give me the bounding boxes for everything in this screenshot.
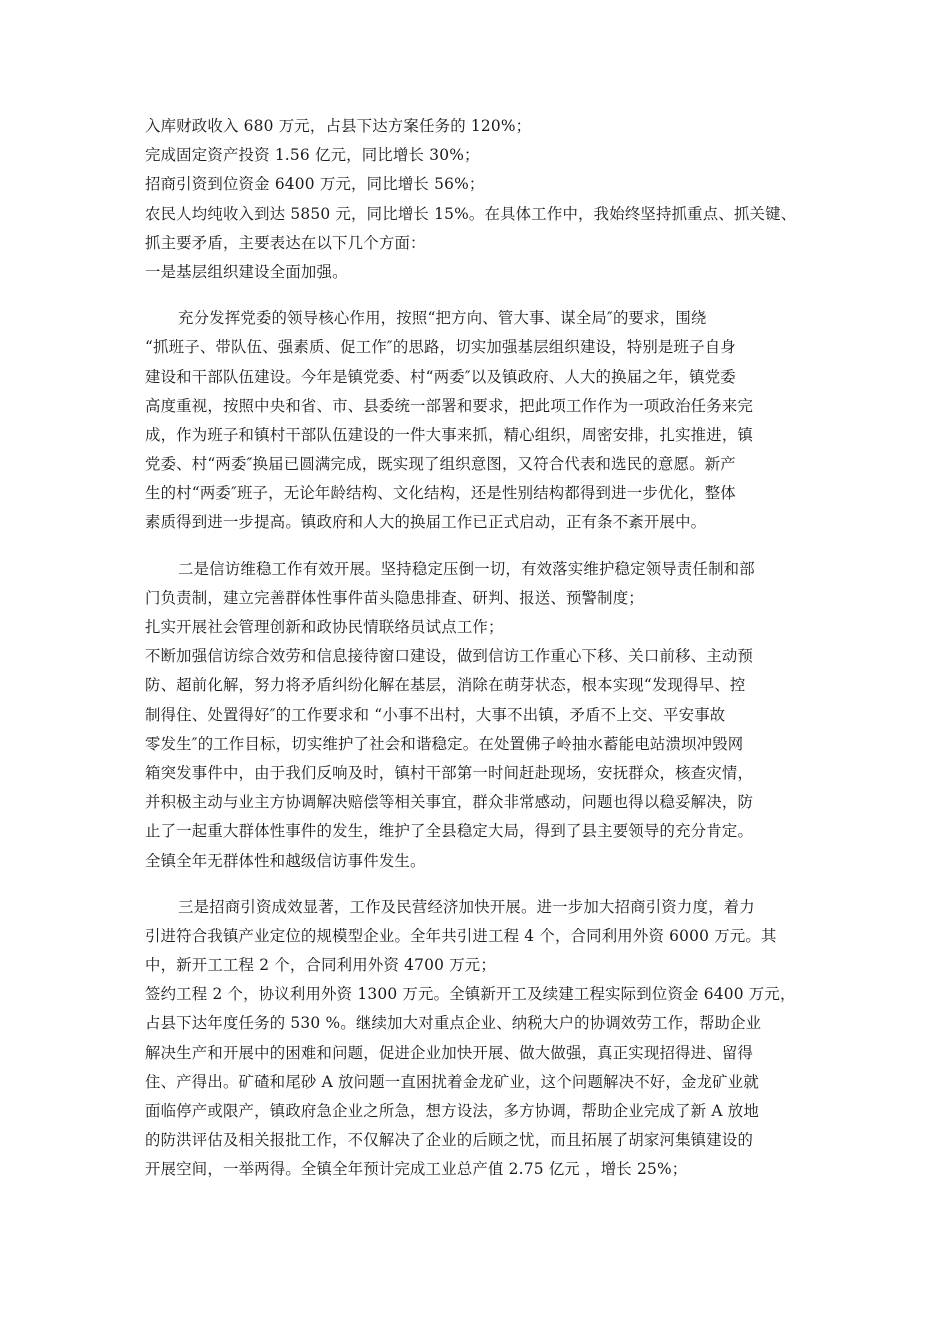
text-line: 防、超前化解，努力将矛盾纠纷化解在基层，消除在萌芽状态，根本实现“发现得早、控: [145, 676, 746, 695]
text-line: 高度重视，按照中央和省、市、县委统一部署和要求，把此项工作作为一项政治任务来完: [145, 396, 754, 415]
text-line: 引进符合我镇产业定位的规模型企业。全年共引进工程 4 个，合同利用外资 6000 万元。其: [145, 926, 777, 945]
text-line: 成，作为班子和镇村干部队伍建设的一件大事来抓，精心组织，周密安排，扎实推进，镇: [145, 425, 754, 444]
text-line: 零发生″的工作目标，切实维护了社会和谐稳定。在处置佛子岭抽水蓄能电站溃坝冲毁网: [145, 734, 744, 753]
text-line: 党委、村“两委″换届已圆满完成，既实现了组织意图，又符合代表和选民的意愿。新产: [145, 455, 736, 474]
text-line: 并积极主动与业主方协调解决赔偿等相关事宜，群众非常感动，问题也得以稳妥解决，防: [145, 793, 754, 812]
paragraph-first-line: 三是招商引资成效显著，工作及民营经济加快开展。进一步加大招商引资力度，着力: [178, 897, 755, 916]
text-line: 门负责制，建立完善群体性事件苗头隐患排查、研判、报送、预警制度；: [145, 588, 644, 607]
text-line: 完成固定资产投资 1.56 亿元，同比增长 30%；: [145, 146, 480, 165]
text-line: 制得住、处置得好″的工作要求和 “小事不出村，大事不出镇，矛盾不上交、平安事故: [145, 705, 726, 724]
text-line: 生的村“两委″班子，无论年龄结构、文化结构，还是性别结构都得到进一步优化，整体: [145, 484, 736, 503]
text-line: 签约工程 2 个，协议利用外资 1300 万元。全镇新开工及续建工程实际到位资金 6400 万元，: [145, 985, 796, 1004]
text-line: 入库财政收入 680 万元，占县下达方案任务的 120%；: [145, 117, 532, 135]
text-line: 止了一起重大群体性事件的发生，维护了全县稳定大局，得到了县主要领导的充分肯定。: [145, 822, 754, 841]
text-line: 箱突发事件中，由于我们反响及时，镇村干部第一时间赶赴现场，安抚群众，核查灾情，: [145, 763, 754, 782]
text-line: 全镇全年无群体性和越级信访事件发生。: [145, 851, 426, 870]
paragraph-first-line: 二是信访维稳工作有效开展。坚持稳定压倒一切，有效落实维护稳定领导责任制和部: [178, 559, 755, 578]
text-line: 中，新开工工程 2 个，合同利用外资 4700 万元；: [145, 956, 496, 975]
text-line: “抓班子、带队伍、强素质、促工作″的思路，切实加强基层组织建设，特别是班子自身: [145, 338, 736, 357]
text-line: 解决生产和开展中的困难和问题，促进企业加快开展、做大做强，真正实现招得进、留得: [145, 1043, 754, 1062]
text-line: 招商引资到位资金 6400 万元，同比增长 56%；: [145, 175, 485, 194]
document-body: [145, 112, 815, 1185]
text-line: 建设和干部队伍建设。今年是镇党委、村“两委″以及镇政府、人大的换届之年，镇党委: [145, 367, 736, 386]
text-line: 住、产得出。矿碴和尾砂 A 放问题一直困扰着金龙矿业，这个问题解决不好，金龙矿业就: [145, 1072, 759, 1091]
section-heading: 一是基层组织建设全面加强。: [145, 262, 348, 281]
text-line: 面临停产或限产，镇政府急企业之所急，想方设法，多方协调，帮助企业完成了新 A 放地: [145, 1102, 759, 1120]
text-line: 不断加强信访综合效劳和信息接待窗口建设，做到信访工作重心下移、关口前移、主动预: [145, 647, 754, 666]
text-line: 的防洪评估及相关报批工作，不仅解决了企业的后顾之忧，而且拓展了胡家河集镇建设的: [145, 1131, 754, 1150]
text-line: 抓主要矛盾，主要表达在以下几个方面：: [145, 233, 426, 252]
paragraph-first-line: 充分发挥党委的领导核心作用，按照“把方向、管大事、谋全局″的要求，围绕: [178, 309, 707, 328]
text-line: 农民人均纯收入到达 5850 元，同比增长 15%。在具体工作中，我始终坚持抓重点、抓关键、: [145, 204, 797, 223]
text-line: 开展空间，一举两得。全镇全年预计完成工业总产值 2.75 亿元 ，增长 25%；: [145, 1160, 688, 1179]
text-line: 扎实开展社会管理创新和政协民情联络员试点工作；: [145, 618, 504, 636]
text-line: 占县下达年度任务的 530 %。继续加大对重点企业、纳税大户的协调效劳工作，帮助企业: [145, 1014, 762, 1033]
text-line: 素质得到进一步提高。镇政府和人大的换届工作已正式启动，正有条不紊开展中。: [145, 513, 707, 532]
